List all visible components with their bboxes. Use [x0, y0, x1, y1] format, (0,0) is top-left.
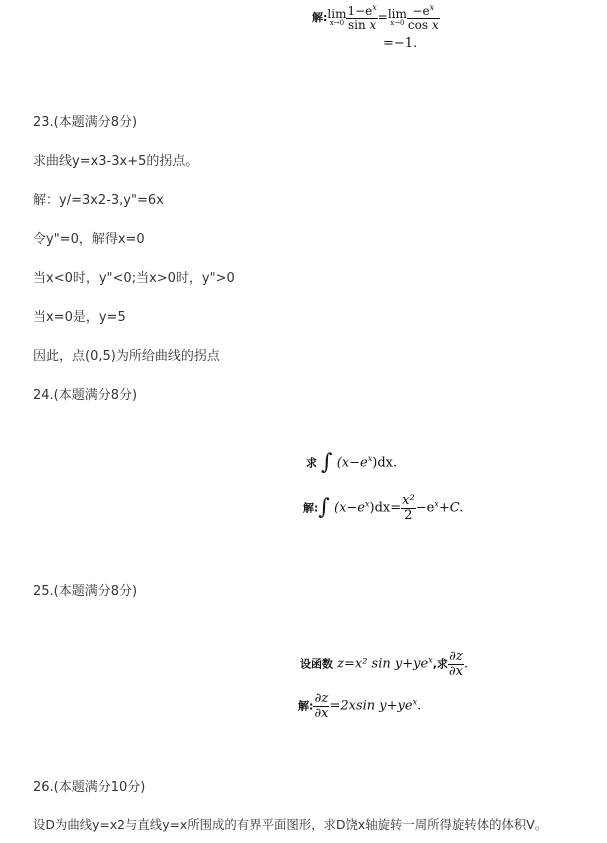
q23-line-5: 当x=0是，y=5 [33, 310, 126, 325]
q22-result: =−1. [383, 36, 418, 51]
integral-symbol-2: ∫ [318, 495, 330, 521]
q26-heading: 26.(本题满分10分) [33, 780, 146, 795]
q24-answer-math: 解:∫ $(x-e^x)dx=$ $\frac{\text{x²}}{2}$ $-e^x+C$. [303, 493, 464, 523]
limit-symbol-2: lim x→0 [387, 7, 407, 28]
q25-answer-math: 解: $\frac{\partial z}{\partial x}$ =2xsin $y+ye^x$. [298, 691, 422, 721]
q24-answer-label: 解: [303, 501, 319, 515]
q22-fraction-1: $\frac{1-e^x}{\text{sin x}}$ [347, 3, 377, 32]
q22-solution-math: 解:lim x→0 $\frac{1-e^x}{\text{sin x}}$ =lim x→0 $\frac{-e^x}{\text{cos x}}$ [312, 3, 439, 32]
q22-solution-label: 解: [312, 11, 328, 25]
q25-prompt-label: 设函数 [300, 657, 333, 671]
integral-symbol: ∫ [321, 450, 333, 475]
q23-line-2: 解：y/=3x2-3,y"=6x [33, 193, 164, 208]
q24-prompt-label: 求 [306, 456, 317, 470]
q26-text: 设D为曲线y=x2与直线y=x所围成的有界平面图形，求D饶x轴旋转一周所得旋转体的体积V。 [33, 817, 548, 832]
q25-answer-fraction: $\frac{\partial z}{\partial x}$ [314, 691, 329, 721]
q25-partial-fraction: $\frac{\partial z}{\partial x}$ [448, 649, 463, 679]
q25-heading: 25.(本题满分8分) [33, 584, 138, 599]
q23-heading: 23.(本题满分8分) [33, 115, 138, 130]
q23-line-1: 求曲线y=x3-3x+5的拐点。 [33, 154, 199, 169]
q24-fraction: $\frac{\text{x²}}{2}$ [402, 493, 415, 523]
q23-line-3: 令y"=0，解得x=0 [33, 232, 145, 247]
q23-line-4: 当x<0时，y"<0;当x>0时，y">0 [33, 271, 235, 286]
q23-line-6: 因此，点(0,5)为所给曲线的拐点 [33, 349, 220, 364]
q24-prompt-math: 求 ∫ $(x-e^x)dx$. [306, 450, 398, 475]
q24-heading: 24.(本题满分8分) [33, 388, 138, 403]
q25-answer-label: 解: [298, 699, 314, 713]
q25-prompt-math: 设函数 z=x² $\sin y+ye^x$,求 $\frac{\partial z}{\partial x}$ . [300, 649, 469, 679]
limit-symbol: lim x→0 [327, 7, 347, 28]
q22-fraction-2: $\frac{-e^x}{\text{cos x}}$ [407, 3, 439, 32]
